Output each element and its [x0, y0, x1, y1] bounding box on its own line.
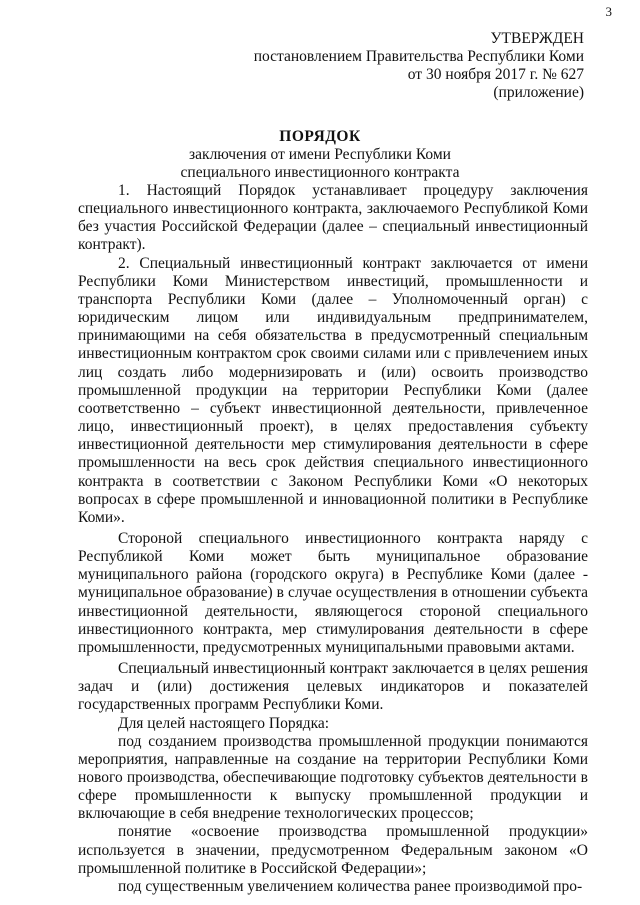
paragraph-6: под созданием производства промышленной продукции понимаются мероприятия, направленные на создание на территории Республики Коми нового производства, обеспечивающие подготовку субъектов деятельности в сфере промышленности к выпуску промышленной продукции и включающие в себя внедрение технологических процессов; — [78, 732, 588, 823]
paragraph-7: понятие «освоение производства промышленной продукции» используется в значении, предусмотренном Федеральным законом «О промышленной политике в Российской Федерации»; — [78, 823, 588, 877]
title-subtitle-2: специального инвестиционного контракта — [180, 164, 460, 181]
paragraph-8: под существенным увеличением количества ранее производимой про- — [118, 877, 583, 895]
document-title — [0, 128, 640, 182]
paragraph-5: Для целей настоящего Порядка: — [118, 714, 330, 732]
title-subtitle-1: заключения от имени Республики Коми — [189, 146, 451, 163]
approval-line-approved: УТВЕРЖДЕН — [490, 30, 584, 47]
approval-stamp — [254, 30, 584, 102]
approval-line-date: от 30 ноября 2017 г. № 627 — [407, 66, 584, 83]
approval-line-appendix: (приложение) — [493, 84, 584, 101]
paragraph-4: Специальный инвестиционный контракт заключается в целях решения задач и (или) достижения целевых индикаторов и показателей государственных программ Республики Коми. — [78, 660, 588, 714]
page-number: 3 — [605, 4, 612, 19]
title-main: ПОРЯДОК — [279, 128, 361, 145]
approval-line-resolution: постановлением Правительства Республики Коми — [253, 48, 584, 65]
paragraph-3: Стороной специального инвестиционного контракта наряду с Республикой Коми может быть муниципальное образование муниципального района (городского округа) в Республике Коми (далее - муниципальное образование) в случае осуществления в отношении субъекта инвестиционной деятельности, являющегося стороной специального инвестиционного контракта, мер стимулирования деятельности в сфере промышленности, предусмотренных муниципальными правовыми актами. — [78, 529, 588, 656]
paragraph-2: 2. Специальный инвестиционный контракт заключается от имени Республики Коми Министерством инвестиций, промышленности и транспорта Республики Коми (далее – Уполномоченный орган) с юридическим лицом или индивидуальным предпринимателем, принимающими на себя обязательства в предусмотренный специальным инвестиционным контрактом срок своими силами или с привлечением иных лиц создать либо модернизировать и (или) освоить производство промышленной продукции на территории Республики Коми (далее соответственно – субъект инвестиционной деятельности, привлеченное лицо, инвестиционный проект), в целях предоставления субъекту инвестиционной деятельности мер стимулирования деятельности в сфере промышленности на весь срок действия специального инвестиционного контракта в соответствии с Законом Республики Коми «О некоторых вопросах в сфере промышленной и инновационной политики в Республике Коми». — [78, 254, 588, 526]
paragraph-1: 1. Настоящий Порядок устанавливает процедуру заключения специального инвестиционного контракта, заключаемого Республикой Коми без участия Российской Федерации (далее – специальный инвестиционный контракт). — [78, 182, 588, 254]
document-body — [78, 182, 588, 896]
